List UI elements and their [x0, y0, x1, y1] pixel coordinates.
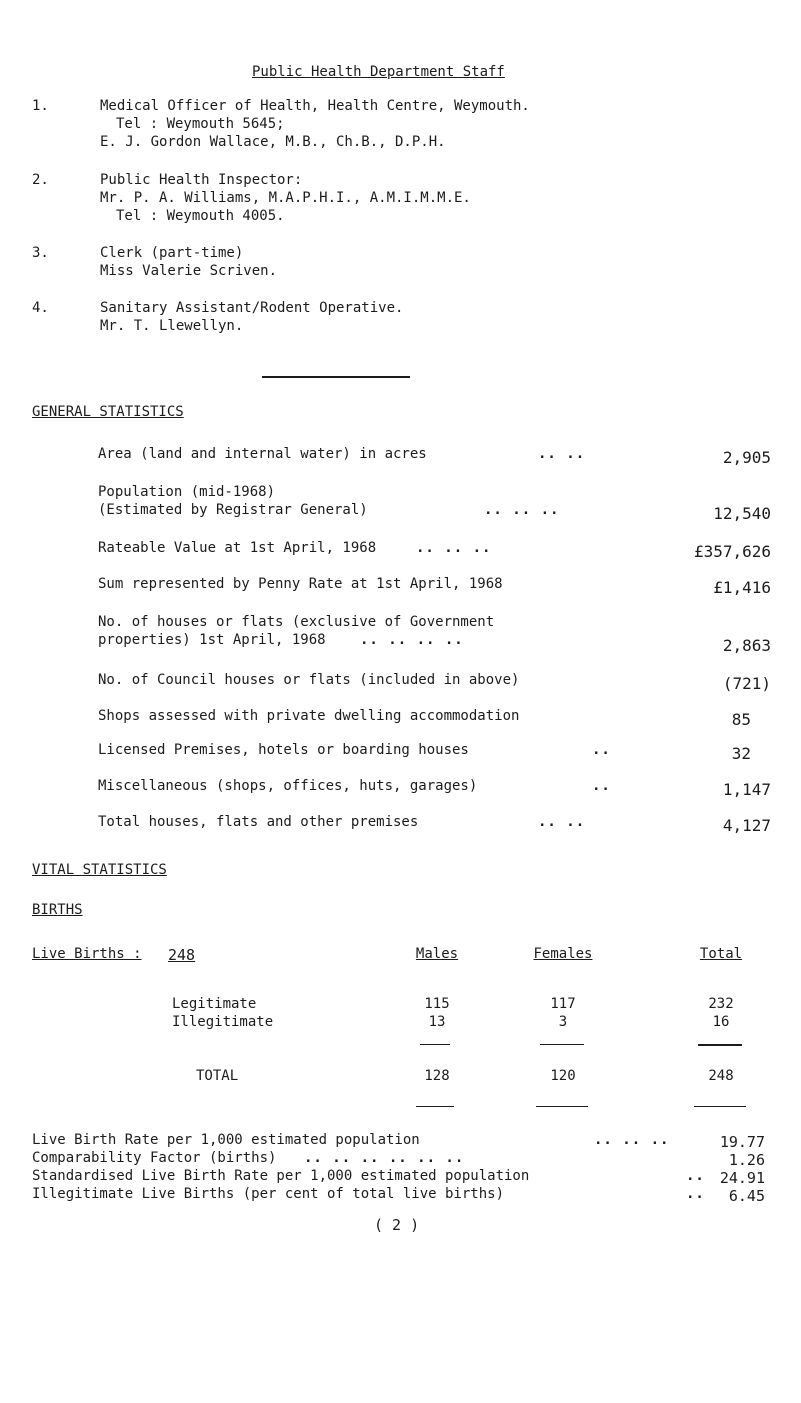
stat-label: Population (mid-1968) [98, 484, 276, 500]
stat-label: No. of houses or flats (exclusive of Government [98, 614, 495, 630]
sum-rule [420, 1044, 450, 1045]
cell-total: 232 [708, 996, 734, 1012]
staff-number: 2. [32, 172, 49, 188]
column-header-males: Males [415, 946, 459, 962]
sum-rule [540, 1044, 584, 1045]
total-rule [416, 1106, 454, 1107]
leader-dots: .. .. .. [594, 1132, 670, 1148]
stat-value: 4,127 [722, 816, 771, 835]
leader-dots: .. .. [538, 446, 586, 462]
rate-value: 6.45 [728, 1187, 765, 1205]
stat-label: (Estimated by Registrar General) [98, 502, 368, 518]
page-title: Public Health Department Staff [252, 64, 505, 80]
staff-number: 4. [32, 300, 49, 316]
stat-value: 1,147 [722, 780, 771, 799]
stat-label: Total houses, flats and other premises [98, 814, 419, 830]
cell-males: 115 [424, 996, 450, 1012]
stat-value: 2,863 [722, 636, 771, 655]
staff-line: E. J. Gordon Wallace, M.B., Ch.B., D.P.H. [100, 134, 446, 150]
stat-value: 85 [731, 710, 751, 729]
staff-line: Sanitary Assistant/Rodent Operative. [100, 300, 404, 316]
rate-value: 24.91 [719, 1169, 765, 1187]
stat-label: No. of Council houses or flats (included in above) [98, 672, 520, 688]
leader-dots: .. .. [538, 814, 586, 830]
cell-males: 128 [424, 1068, 450, 1084]
row-label-total: TOTAL [196, 1068, 239, 1084]
total-rule [536, 1106, 588, 1107]
stat-value: (721) [722, 674, 771, 693]
stat-value: 2,905 [722, 448, 771, 467]
stat-label: Shops assessed with private dwelling accommodation [98, 708, 520, 724]
rate-value: 1.26 [728, 1151, 765, 1169]
stat-label: Area (land and internal water) in acres [98, 446, 427, 462]
sum-rule [698, 1044, 742, 1046]
row-label-illegitimate: Illegitimate [172, 1014, 274, 1030]
births-heading: BIRTHS [32, 902, 83, 918]
stat-label: Sum represented by Penny Rate at 1st April, 1968 [98, 576, 503, 592]
stat-label: properties) 1st April, 1968 [98, 632, 326, 648]
leader-dots: .. [686, 1168, 705, 1184]
rate-label: Standardised Live Birth Rate per 1,000 estimated population [32, 1168, 530, 1184]
stat-value: 12,540 [713, 504, 771, 523]
cell-males: 13 [428, 1014, 446, 1030]
staff-number: 1. [32, 98, 49, 114]
stat-value: 32 [731, 744, 751, 763]
leader-dots: .. [592, 778, 611, 794]
column-header-females: Females [533, 946, 593, 962]
staff-line: Medical Officer of Health, Health Centre, Weymouth. [100, 98, 530, 114]
stat-value: £357,626 [693, 542, 771, 561]
vital-statistics-heading: VITAL STATISTICS [32, 862, 167, 878]
cell-females: 120 [550, 1068, 576, 1084]
page-number: ( 2 ) [374, 1216, 420, 1234]
leader-dots: .. [686, 1186, 705, 1202]
staff-line: Tel : Weymouth 5645; [116, 116, 285, 132]
cell-females: 3 [558, 1014, 568, 1030]
staff-line: Public Health Inspector: [100, 172, 303, 188]
live-births-label: Live Births : [32, 946, 142, 962]
leader-dots: .. .. .. [484, 502, 560, 518]
stat-value: £1,416 [713, 578, 771, 597]
row-label-legitimate: Legitimate [172, 996, 257, 1012]
cell-total: 248 [708, 1068, 734, 1084]
leader-dots: .. [592, 742, 611, 758]
stat-label: Licensed Premises, hotels or boarding houses [98, 742, 469, 758]
general-statistics-heading: GENERAL STATISTICS [32, 404, 184, 420]
cell-females: 117 [550, 996, 576, 1012]
rate-label: Live Birth Rate per 1,000 estimated population [32, 1132, 420, 1148]
stat-label: Miscellaneous (shops, offices, huts, garages) [98, 778, 478, 794]
staff-line: Mr. T. Llewellyn. [100, 318, 244, 334]
leader-dots: .. .. .. .. .. .. [304, 1150, 465, 1166]
staff-line: Miss Valerie Scriven. [100, 263, 278, 279]
live-births-value: 248 [168, 946, 196, 964]
staff-number: 3. [32, 245, 49, 261]
column-header-total: Total [699, 946, 743, 962]
rate-value: 19.77 [719, 1133, 765, 1151]
rate-label: Illegitimate Live Births (per cent of total live births) [32, 1186, 505, 1202]
staff-line: Mr. P. A. Williams, M.A.P.H.I., A.M.I.M.M.E. [100, 190, 471, 206]
stat-label: Rateable Value at 1st April, 1968 [98, 540, 377, 556]
section-divider [262, 376, 410, 378]
total-rule [694, 1106, 746, 1107]
leader-dots: .. .. .. [416, 540, 492, 556]
staff-line: Clerk (part-time) [100, 245, 244, 261]
cell-total: 16 [712, 1014, 730, 1030]
leader-dots: .. .. .. .. [360, 632, 464, 648]
staff-line: Tel : Weymouth 4005. [116, 208, 285, 224]
rate-label: Comparability Factor (births) [32, 1150, 277, 1166]
